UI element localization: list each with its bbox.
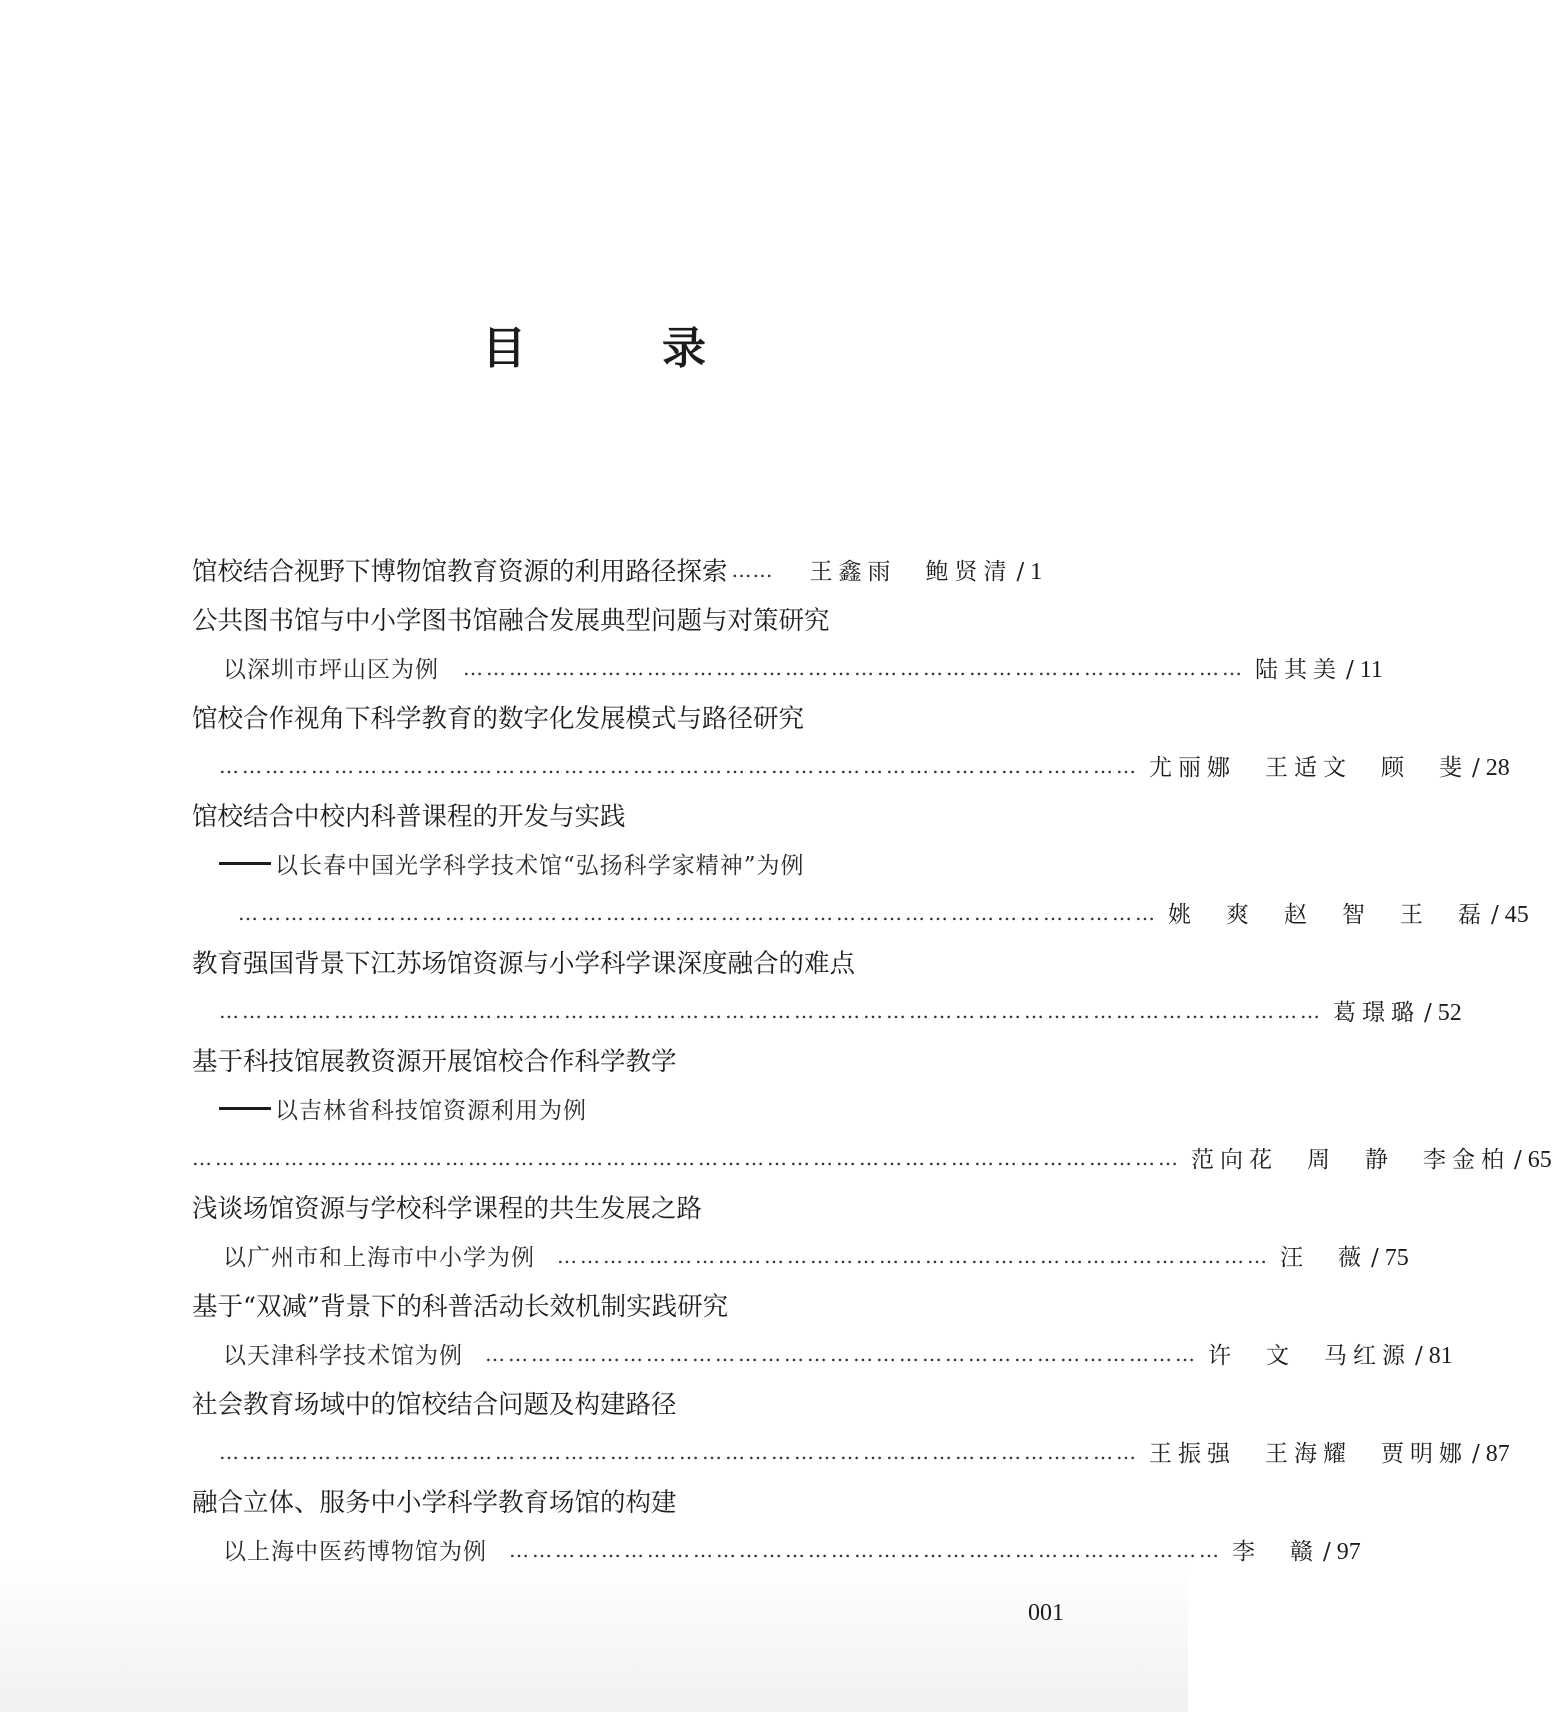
leader-dots: ………………………………………………………………………………… [485,1342,1198,1366]
toc-entry-9[interactable] [192,1381,1042,1430]
separator-slash: / [1472,1441,1480,1467]
entry-page-number: 81 [1428,1343,1453,1369]
entry-title: 浅谈场馆资源与学校科学课程的共生发展之路 [192,1194,703,1224]
toc-entry-4-subline [192,842,1042,891]
separator-slash: / [1323,1539,1331,1565]
leader-dots: ………………………………………………………………………………… [509,1538,1222,1562]
entry-title: 公共图书馆与中小学图书馆融合发展典型问题与对策研究 [192,606,830,636]
toc-entry-5-subline [192,989,1462,1038]
leader-dots: ………………………………………………………………………………………… [463,656,1245,680]
entry-subtitle: 以天津科学技术馆为例 [223,1343,463,1369]
entry-page-number: 87 [1485,1441,1510,1467]
toc-entry-7-subline [192,1234,1409,1283]
entry-subtitle: 以长春中国光学科学技术馆“弘扬科学家精神”为例 [275,853,805,879]
entry-page-number: 75 [1384,1245,1409,1271]
entry-title: 馆校合作视角下科学教育的数字化发展模式与路径研究 [192,704,805,734]
toc-entry-6[interactable] [192,1038,1042,1087]
leader-dots: ………………………………………………………………………………………………………… [219,1440,1139,1464]
entry-subtitle: 以上海中医药博物馆为例 [223,1539,487,1565]
entry-authors: 王振强 王海耀 贾明娜 [1149,1441,1468,1467]
separator-slash: / [1415,1343,1423,1369]
entry-title: 社会教育场域中的馆校结合问题及构建路径 [192,1390,677,1420]
toc-entry-4-authorline [192,891,1529,940]
entry-subtitle: 以吉林省科技馆资源利用为例 [275,1098,587,1124]
toc-entry-3-subline [192,744,1510,793]
entry-authors: 范向花 周 静 李金柏 [1191,1147,1510,1173]
entry-authors: 许 文 马红源 [1208,1343,1411,1369]
entry-page-number: 52 [1437,1000,1462,1026]
toc-entry-8[interactable] [192,1283,1042,1332]
toc-entry-5[interactable] [192,940,1042,989]
separator-slash: / [1472,755,1480,781]
page-title: 目 录 [482,323,752,374]
leader-dots: ………………………………………………………………………………… [557,1244,1270,1268]
entry-authors: 陆其美 [1255,657,1342,683]
entry-page-number: 65 [1527,1147,1552,1173]
entry-authors: 王鑫雨 鲍贤清 [809,559,1013,585]
toc-entry-7[interactable] [192,1185,1042,1234]
entry-authors: 尤丽娜 王适文 顾 斐 [1149,755,1468,781]
toc-entry-6-subline [192,1087,1042,1136]
entry-authors: 汪 薇 [1280,1245,1367,1271]
separator-slash: / [1514,1147,1522,1173]
toc-entry-4[interactable] [192,793,1042,842]
separator-slash: / [1491,902,1499,928]
entry-title: 基于“双减”背景下的科普活动长效机制实践研究 [192,1292,729,1322]
leader-dots: ………………………………………………………………………………………………………… [219,754,1139,778]
toc-entry-10-subline [192,1528,1361,1577]
entry-subtitle: 以深圳市坪山区为例 [223,657,439,683]
leader-dots: ………………………………………………………………………………………………………………… [192,1146,1181,1170]
separator-slash: / [1371,1245,1379,1271]
toc-entry-10[interactable] [192,1479,1042,1528]
toc-entry-2-subline [192,646,1383,695]
toc-entry-8-subline [192,1332,1453,1381]
page-folio-number: 001 [1028,1600,1064,1626]
entry-title: 融合立体、服务中小学科学教育场馆的构建 [192,1488,677,1518]
leader-dots: ………………………………………………………………………………………………………… [238,901,1158,925]
entry-page-number: 97 [1336,1539,1361,1565]
em-dash-rule [219,862,271,865]
separator-slash: / [1424,1000,1432,1026]
entry-title: 教育强国背景下江苏场馆资源与小学科学课深度融合的难点 [192,949,856,979]
entry-page-number: 28 [1485,755,1510,781]
entry-authors: 李 赣 [1232,1539,1319,1565]
entry-title: 馆校结合视野下博物馆教育资源的利用路径探索 [192,557,728,587]
entry-page-number: 45 [1504,902,1529,928]
entry-page-number: 1 [1030,559,1043,585]
separator-slash: / [1016,559,1025,585]
entry-authors: 葛璟璐 [1333,1000,1420,1026]
leader-dots: …… [731,558,774,582]
entry-title: 基于科技馆展教资源开展馆校合作科学教学 [192,1047,677,1077]
em-dash-rule [219,1107,271,1110]
entry-title: 馆校结合中校内科普课程的开发与实践 [192,802,626,832]
toc-entry-1[interactable] [192,548,1042,597]
leader-dots: ……………………………………………………………………………………………………………………………… [219,999,1323,1023]
toc-entry-3[interactable] [192,695,1042,744]
entry-subtitle: 以广州市和上海市中小学为例 [223,1245,535,1271]
toc-entry-2[interactable] [192,597,1042,646]
entry-authors: 姚 爽 赵 智 王 磊 [1168,902,1487,928]
toc-entry-6-authorline [192,1136,1552,1185]
table-of-contents [192,548,1552,1577]
separator-slash: / [1346,657,1354,683]
entry-page-number: 11 [1359,657,1383,683]
toc-entry-9-subline [192,1430,1510,1479]
